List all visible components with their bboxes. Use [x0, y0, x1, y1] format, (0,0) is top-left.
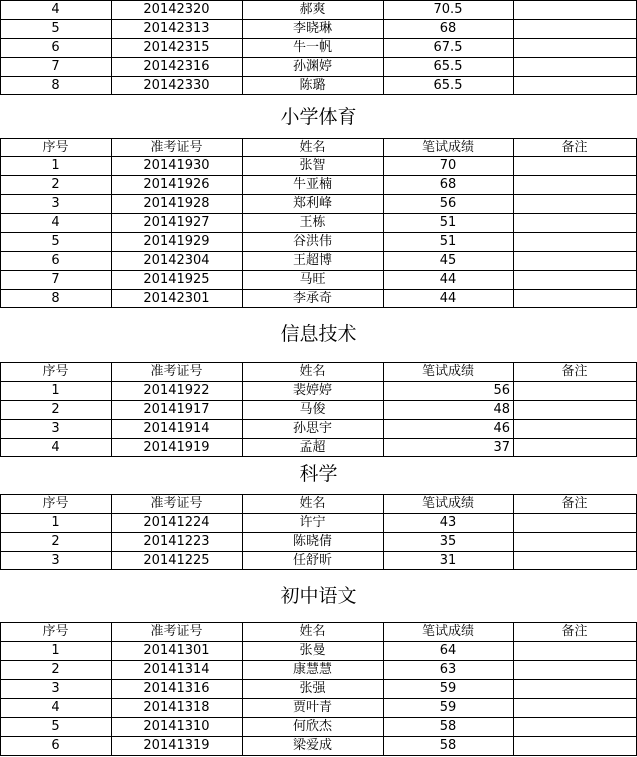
- cell-exam-id: 20141929: [143, 234, 210, 249]
- cell-exam-id: 20142313: [143, 21, 210, 36]
- cell-score: 68: [439, 177, 457, 192]
- cell-note: [513, 194, 636, 213]
- cell-score: 59: [439, 681, 457, 696]
- cell-score: 45: [439, 253, 457, 268]
- table-row: [0, 660, 637, 679]
- cell-note: [513, 532, 636, 551]
- header-exam-id: 准考证号: [150, 139, 203, 155]
- cell-exam-id: 20141225: [143, 552, 210, 568]
- table-row: [0, 736, 637, 755]
- cell-exam-id: 20141319: [143, 738, 210, 753]
- cell-note: [513, 717, 636, 736]
- header-score: 笔试成绩: [421, 624, 474, 639]
- table-row: [0, 641, 637, 660]
- cell-note: [513, 289, 636, 307]
- header-note: 备注: [561, 496, 588, 511]
- cell-score: 37: [493, 439, 510, 455]
- grid-line: [0, 362, 1, 457]
- cell-name: 马旺: [299, 272, 326, 287]
- cell-score: 65.5: [433, 59, 463, 74]
- cell-seq: 1: [51, 383, 60, 398]
- cell-name: 郑利峰: [292, 196, 332, 211]
- cell-seq: 6: [51, 738, 60, 753]
- cell-score: 67.5: [433, 40, 463, 55]
- cell-note: [513, 19, 636, 38]
- section-title: 小学体育: [280, 106, 357, 128]
- table-row: [0, 38, 637, 57]
- grid-line: [513, 362, 514, 457]
- cell-seq: 3: [51, 552, 60, 568]
- cell-score: 31: [439, 552, 457, 568]
- grid-line: [111, 0, 112, 95]
- cell-name: 许宁: [299, 515, 326, 530]
- cell-exam-id: 20142315: [143, 40, 210, 55]
- cell-exam-id: 20141224: [143, 515, 210, 530]
- header-exam-id: 准考证号: [150, 624, 203, 639]
- table-row: [0, 698, 637, 717]
- cell-name: 陈璐: [299, 77, 326, 93]
- cell-note: [513, 213, 636, 232]
- grid-line: [0, 138, 1, 308]
- table-row: [0, 438, 637, 456]
- cell-name: 梁爱成: [292, 738, 332, 753]
- grid-line: [0, 94, 637, 95]
- section-title: 信息技术: [280, 323, 357, 345]
- cell-note: [513, 400, 636, 419]
- cell-note: [513, 513, 636, 532]
- cell-note: [513, 438, 636, 456]
- cell-name: 王超博: [292, 253, 332, 268]
- grid-line: [0, 456, 637, 457]
- cell-exam-id: 20141928: [143, 196, 210, 211]
- cell-seq: 4: [51, 2, 60, 17]
- cell-name: 谷洪伟: [292, 234, 332, 249]
- cell-score: 56: [493, 383, 510, 398]
- header-score: 笔试成绩: [421, 364, 474, 379]
- cell-seq: 4: [51, 439, 60, 455]
- cell-exam-id: 20141223: [143, 534, 210, 549]
- grid-line: [0, 494, 1, 570]
- cell-score: 70: [439, 158, 457, 173]
- cell-note: [513, 419, 636, 438]
- header-note: 备注: [561, 364, 588, 379]
- header-seq: 序号: [42, 624, 69, 639]
- cell-score: 63: [439, 662, 457, 677]
- cell-exam-id: 20141316: [143, 681, 210, 696]
- cell-seq: 2: [51, 177, 60, 192]
- cell-exam-id: 20141301: [143, 643, 210, 658]
- cell-seq: 8: [51, 77, 60, 93]
- cell-seq: 2: [51, 534, 60, 549]
- cell-name: 孟超: [299, 439, 326, 455]
- cell-name: 陈晓倩: [292, 534, 332, 549]
- grid-line: [383, 622, 384, 756]
- cell-note: [513, 38, 636, 57]
- grid-line: [383, 138, 384, 308]
- header-seq: 序号: [42, 364, 69, 379]
- table-row: [0, 175, 637, 194]
- cell-score: 44: [439, 290, 457, 306]
- grid-line: [0, 307, 637, 308]
- table-header-row: [0, 362, 637, 381]
- cell-exam-id: 20141930: [143, 158, 210, 173]
- cell-name: 牛一帆: [292, 40, 332, 55]
- cell-seq: 2: [51, 402, 60, 417]
- table-row: [0, 0, 637, 19]
- table-row: [0, 76, 637, 94]
- cell-score: 70.5: [433, 2, 463, 17]
- cell-note: [513, 251, 636, 270]
- table-row: [0, 400, 637, 419]
- table-row: [0, 419, 637, 438]
- table-row: [0, 551, 637, 569]
- cell-exam-id: 20142330: [143, 77, 210, 93]
- header-score: 笔试成绩: [421, 496, 474, 511]
- cell-name: 贾叶青: [292, 700, 332, 715]
- grid-line: [513, 494, 514, 570]
- grid-line: [242, 362, 243, 457]
- header-seq: 序号: [42, 139, 69, 155]
- table-row: [0, 19, 637, 38]
- section-title: 科学: [299, 463, 338, 485]
- cell-seq: 4: [51, 215, 60, 230]
- grid-line: [242, 494, 243, 570]
- cell-seq: 2: [51, 662, 60, 677]
- cell-note: [513, 76, 636, 94]
- cell-note: [513, 232, 636, 251]
- cell-note: [513, 551, 636, 569]
- grid-line: [383, 0, 384, 95]
- header-seq: 序号: [42, 496, 69, 511]
- cell-name: 郝爽: [299, 2, 326, 17]
- cell-note: [513, 679, 636, 698]
- table-row: [0, 679, 637, 698]
- cell-seq: 5: [51, 21, 60, 36]
- grid-line: [0, 622, 1, 756]
- header-note: 备注: [561, 139, 588, 155]
- cell-note: [513, 736, 636, 755]
- cell-seq: 7: [51, 272, 60, 287]
- header-name: 姓名: [299, 364, 326, 379]
- cell-exam-id: 20142320: [143, 2, 210, 17]
- cell-exam-id: 20141919: [143, 439, 210, 455]
- grid-line: [242, 622, 243, 756]
- table-row: [0, 532, 637, 551]
- grid-line: [513, 0, 514, 95]
- table-header-row: [0, 138, 637, 156]
- cell-seq: 1: [51, 158, 60, 173]
- cell-seq: 7: [51, 59, 60, 74]
- cell-name: 孙渊婷: [292, 59, 332, 74]
- cell-score: 35: [439, 534, 457, 549]
- cell-name: 孙思宇: [292, 421, 332, 436]
- cell-note: [513, 698, 636, 717]
- section-title: 初中语文: [280, 585, 357, 607]
- cell-name: 康慧慧: [292, 662, 332, 677]
- table-row: [0, 57, 637, 76]
- grid-line: [0, 755, 637, 756]
- cell-note: [513, 641, 636, 660]
- grid-line: [513, 622, 514, 756]
- cell-seq: 1: [51, 515, 60, 530]
- cell-score: 43: [439, 515, 457, 530]
- cell-note: [513, 175, 636, 194]
- header-exam-id: 准考证号: [150, 496, 203, 511]
- cell-score: 64: [439, 643, 457, 658]
- cell-note: [513, 270, 636, 289]
- table-row: [0, 270, 637, 289]
- cell-exam-id: 20141925: [143, 272, 210, 287]
- cell-exam-id: 20141922: [143, 383, 210, 398]
- grid-line: [383, 494, 384, 570]
- header-name: 姓名: [299, 496, 326, 511]
- header-name: 姓名: [299, 139, 326, 155]
- table-row: [0, 289, 637, 307]
- table-header-row: [0, 494, 637, 513]
- cell-name: 马俊: [299, 402, 326, 417]
- cell-exam-id: 20141318: [143, 700, 210, 715]
- cell-name: 任舒昕: [292, 552, 332, 568]
- table-row: [0, 381, 637, 400]
- cell-score: 68: [439, 21, 457, 36]
- cell-score: 56: [439, 196, 457, 211]
- cell-note: [513, 156, 636, 175]
- cell-seq: 3: [51, 681, 60, 696]
- cell-exam-id: 20141314: [143, 662, 210, 677]
- grid-line: [383, 362, 384, 457]
- cell-seq: 3: [51, 196, 60, 211]
- grid-line: [242, 138, 243, 308]
- cell-score: 65.5: [433, 77, 463, 93]
- cell-name: 裴婷婷: [292, 383, 332, 398]
- cell-note: [513, 660, 636, 679]
- cell-score: 59: [439, 700, 457, 715]
- cell-name: 张曼: [299, 643, 326, 658]
- header-name: 姓名: [299, 624, 326, 639]
- cell-seq: 3: [51, 421, 60, 436]
- grid-line: [0, 0, 1, 95]
- cell-exam-id: 20141310: [143, 719, 210, 734]
- cell-score: 51: [439, 215, 457, 230]
- cell-seq: 4: [51, 700, 60, 715]
- cell-exam-id: 20141917: [143, 402, 210, 417]
- cell-name: 张强: [299, 681, 326, 696]
- cell-seq: 8: [51, 290, 60, 306]
- cell-seq: 1: [51, 643, 60, 658]
- cell-note: [513, 381, 636, 400]
- cell-score: 44: [439, 272, 457, 287]
- grid-line: [111, 622, 112, 756]
- cell-exam-id: 20141926: [143, 177, 210, 192]
- cell-name: 王栋: [299, 215, 326, 230]
- cell-name: 牛亚楠: [292, 177, 332, 192]
- cell-seq: 5: [51, 234, 60, 249]
- cell-exam-id: 20142304: [143, 253, 210, 268]
- grid-line: [513, 138, 514, 308]
- cell-score: 51: [439, 234, 457, 249]
- table-row: [0, 232, 637, 251]
- grid-line: [242, 0, 243, 95]
- cell-exam-id: 20142316: [143, 59, 210, 74]
- cell-exam-id: 20141914: [143, 421, 210, 436]
- table-row: [0, 513, 637, 532]
- cell-seq: 5: [51, 719, 60, 734]
- table-row: [0, 194, 637, 213]
- table-header-row: [0, 622, 637, 641]
- cell-exam-id: 20142301: [143, 290, 210, 306]
- cell-exam-id: 20141927: [143, 215, 210, 230]
- cell-name: 张智: [299, 158, 326, 173]
- cell-name: 何欣杰: [292, 719, 332, 734]
- cell-note: [513, 0, 636, 19]
- grid-line: [111, 138, 112, 308]
- table-row: [0, 156, 637, 175]
- table-row: [0, 213, 637, 232]
- cell-score: 46: [493, 421, 510, 436]
- grid-line: [111, 494, 112, 570]
- header-score: 笔试成绩: [421, 139, 474, 155]
- grid-line: [111, 362, 112, 457]
- cell-note: [513, 57, 636, 76]
- cell-score: 48: [493, 402, 510, 417]
- cell-seq: 6: [51, 253, 60, 268]
- header-exam-id: 准考证号: [150, 364, 203, 379]
- table-row: [0, 251, 637, 270]
- cell-name: 李晓琳: [292, 21, 332, 36]
- table-row: [0, 717, 637, 736]
- cell-name: 李承奇: [292, 290, 332, 306]
- cell-score: 58: [439, 719, 457, 734]
- cell-score: 58: [439, 738, 457, 753]
- cell-seq: 6: [51, 40, 60, 55]
- grid-line: [0, 569, 637, 570]
- header-note: 备注: [561, 624, 588, 639]
